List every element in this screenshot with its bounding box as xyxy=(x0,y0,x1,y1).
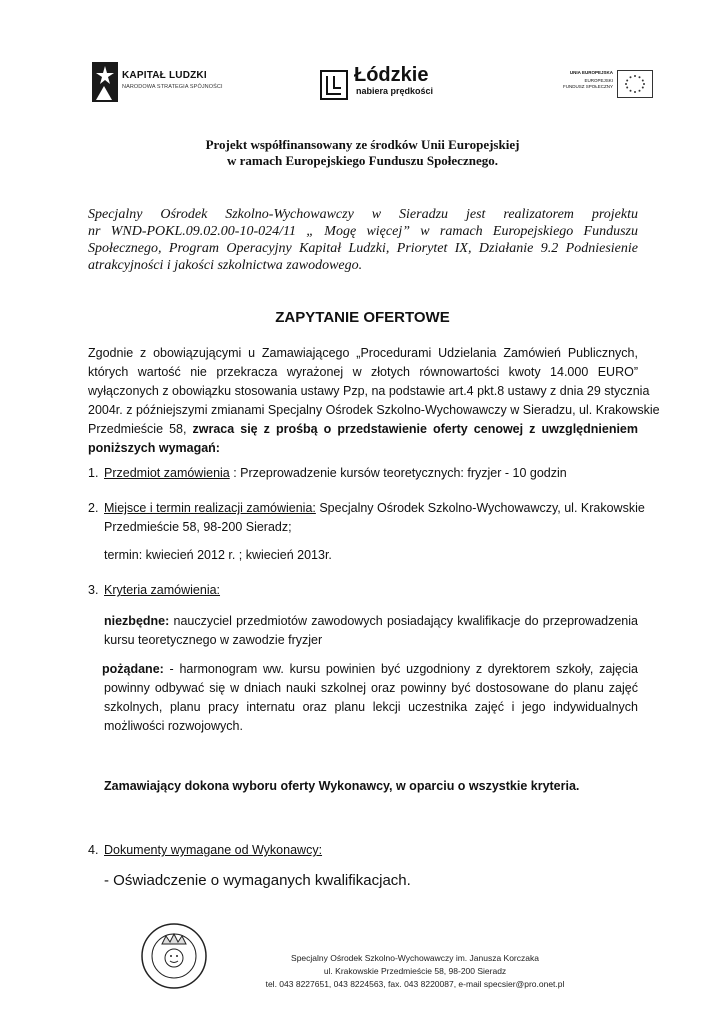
eu-logo xyxy=(555,70,655,100)
footer-line1: Specjalny Ośrodek Szkolno-Wychowawczy im. Janusza Korczaka xyxy=(291,953,539,963)
desired-line4: możliwości rozwojowych. xyxy=(104,719,243,733)
page-title: ZAPYTANIE OFERTOWE xyxy=(275,309,450,326)
page-footer xyxy=(230,952,600,991)
eu-logo-line2: EUROPEJSKI xyxy=(584,78,613,83)
project-header xyxy=(0,137,725,169)
required-line2: kursu teoretycznego w zawodzie fryzjer xyxy=(104,633,323,647)
eu-logo-line3: FUNDUSZ SPOŁECZNY xyxy=(562,84,613,89)
intro-line4: atrakcyjności i jakości szkolnictwa zawodowego. xyxy=(88,258,363,273)
item1-number: 1. xyxy=(88,466,99,480)
school-seal-icon xyxy=(140,922,208,990)
item3-desired xyxy=(102,660,638,736)
item1-label: Przedmiot zamówienia xyxy=(104,466,230,480)
kapital-ludzki-subtitle: NARODOWA STRATEGIA SPÓJNOŚCI xyxy=(122,84,223,90)
intro-line3: Społecznego, Program Operacyjny Kapitał Ludzki, Priorytet IX, Działanie 9.2 Podniesienie xyxy=(88,241,638,256)
main-paragraph xyxy=(88,344,660,458)
item2-content1: Specjalny Ośrodek Szkolno-Wychowawczy, ul. Krakowskie xyxy=(315,501,645,515)
item4-content: - Oświadczenie o wymaganych kwalifikacjach. xyxy=(104,872,411,889)
kapital-ludzki-icon xyxy=(92,62,118,102)
main-line1: Zgodnie z obowiązującymi u Zamawiającego „Procedurami Udzielania Zamówień Publicznych, xyxy=(88,346,638,360)
footer-line2: ul. Krakowskie Przedmieście 58, 98-200 Sieradz xyxy=(323,966,507,976)
main-line5-plain: Przedmieście 58, xyxy=(88,422,187,436)
main-line3: wyłączonych z obowiązku stosowania ustawy Pzp, na podstawie art.4 pkt.8 ustawy z dnia 29 stycznia xyxy=(88,384,650,398)
item3-required xyxy=(104,612,638,650)
item2-termin: termin: kwiecień 2012 r. ; kwiecień 2013r. xyxy=(104,548,332,562)
desired-text1: - harmonogram ww. kursu powinien być uzgodniony z dyrektorem szkoły, zajęcia xyxy=(163,662,638,676)
item2-line2: Przedmieście 58, 98-200 Sieradz; xyxy=(104,520,292,534)
desired-label: pożądane: xyxy=(102,662,164,676)
item3-label: Kryteria zamówienia: xyxy=(104,583,221,597)
selection-statement: Zamawiający dokona wyboru oferty Wykonawcy, w oparciu o wszystkie kryteria. xyxy=(104,779,580,793)
required-text1: nauczyciel przedmiotów zawodowych posiadający kwalifikacje do przeprowadzenia xyxy=(169,614,638,628)
desired-line2: powinny odbywać się w dniach nauki szkolnej oraz powinny być dostosowane do planu zajęć xyxy=(104,681,638,695)
item1-text xyxy=(104,464,638,483)
kapital-ludzki-title: KAPITAŁ LUDZKI xyxy=(122,70,207,81)
eu-flag-icon xyxy=(617,70,653,98)
item2-text xyxy=(104,499,645,537)
header-line1: Projekt współfinansowany ze środków Unii Europejskiej xyxy=(205,137,520,152)
desired-line1 xyxy=(102,660,638,679)
header-line2: w ramach Europejskiego Funduszu Społecznego. xyxy=(227,153,498,168)
intro-line1: Specjalny Ośrodek Szkolno-Wychowawczy w Sieradzu jest realizatorem projektu xyxy=(88,207,638,222)
main-line4: 2004r. z późniejszymi zmianami Specjalny Ośrodek Szkolno-Wychowawczy w Sieradzu, ul. Krakowskie xyxy=(88,403,660,417)
item2-line1 xyxy=(104,499,645,518)
intro-line2: nr WND-POKL.09.02.00-10-024/11 „ Mogę więcej” w ramach Europejskiego Funduszu xyxy=(88,224,638,239)
lodzkie-icon xyxy=(320,70,348,100)
main-line6: poniższych wymagań: xyxy=(88,441,220,455)
kapital-ludzki-logo xyxy=(92,62,232,104)
footer-line3: tel. 043 8227651, 043 8224563, fax. 043 8220087, e-mail specsier@pro.onet.pl xyxy=(265,979,565,989)
item4-label: Dokumenty wymagane od Wykonawcy: xyxy=(104,843,323,857)
intro-paragraph xyxy=(88,206,638,274)
required-line1 xyxy=(104,612,638,631)
lodzkie-slogan: nabiera prędkości xyxy=(356,86,434,96)
item4-number: 4. xyxy=(88,843,99,857)
lodzkie-logo xyxy=(320,66,440,104)
main-line5-bold: zwraca się z prośbą o przedstawienie oferty cenowej z uwzględnieniem xyxy=(192,422,638,436)
required-label: niezbędne: xyxy=(104,614,170,628)
item1-content: : Przeprowadzenie kursów teoretycznych: fryzjer - 10 godzin xyxy=(229,466,567,480)
eu-logo-line1: UNIA EUROPEJSKA xyxy=(569,70,613,75)
main-line5 xyxy=(88,420,638,439)
lodzkie-title: Łódzkie xyxy=(354,64,429,86)
main-line2: których wartość nie przekracza wyrażonej w złotych równowartości kwoty 14.000 EURO” xyxy=(88,365,638,379)
item2-label: Miejsce i termin realizacji zamówienia: xyxy=(104,501,316,515)
item2-number: 2. xyxy=(88,501,99,515)
item3-number: 3. xyxy=(88,583,99,597)
desired-line3: szkolnych, planu pracy internatu oraz planu lekcji uczestnika zajęć i jego indywidualnych xyxy=(104,700,638,714)
